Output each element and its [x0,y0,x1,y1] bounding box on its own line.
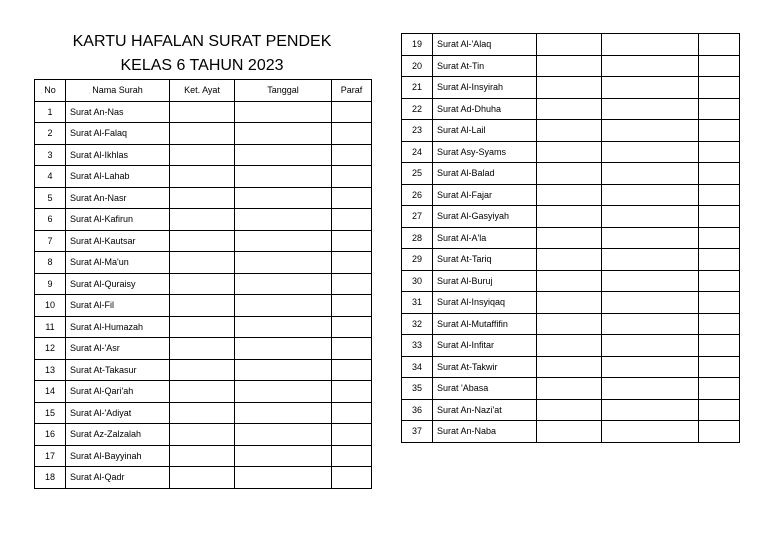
verse-note-cell [537,141,602,163]
surah-name: Surat Al-'Adiyat [66,402,170,424]
table-row [402,313,740,335]
surah-name: Surat An-Naba [433,421,537,443]
row-number: 33 [402,335,433,357]
verse-note-cell [537,249,602,271]
row-number: 37 [402,421,433,443]
date-cell [602,120,699,142]
row-number: 30 [402,270,433,292]
verse-note-cell [537,34,602,56]
signature-cell [332,467,372,489]
surah-name: Surat Asy-Syams [433,141,537,163]
table-row [35,316,372,338]
table-row [35,424,372,446]
row-number: 1 [35,101,66,123]
row-number: 6 [35,209,66,231]
row-number: 16 [35,424,66,446]
table-row [402,292,740,314]
row-number: 10 [35,295,66,317]
table-row [35,295,372,317]
signature-cell [699,313,740,335]
table-row [35,123,372,145]
surah-name: Surat Al-'Asr [66,338,170,360]
signature-cell [332,381,372,403]
signature-cell [332,424,372,446]
verse-note-cell [170,402,235,424]
row-number: 9 [35,273,66,295]
card-title: KARTU HAFALAN SURAT PENDEK [72,33,332,50]
row-number: 21 [402,77,433,99]
surah-name: Surat Al-Buruj [433,270,537,292]
verse-note-cell [170,166,235,188]
surah-name: Surat Az-Zalzalah [66,424,170,446]
signature-cell [332,295,372,317]
date-cell [235,295,332,317]
signature-cell [332,209,372,231]
row-number: 27 [402,206,433,228]
table-row [35,144,372,166]
signature-cell [332,166,372,188]
table-row [35,402,372,424]
surah-name: Surat Al-'Alaq [433,34,537,56]
date-cell [602,34,699,56]
date-cell [235,166,332,188]
table-row [402,227,740,249]
signature-cell [699,163,740,185]
signature-cell [699,184,740,206]
table-row [402,356,740,378]
table-row [402,249,740,271]
surah-name: Surat Al-Falaq [66,123,170,145]
signature-cell [699,421,740,443]
signature-cell [332,101,372,123]
surah-name: Surat Al-Kafirun [66,209,170,231]
signature-cell [699,55,740,77]
verse-note-cell [170,359,235,381]
table-header-row [35,80,372,102]
date-cell [602,356,699,378]
surah-name: Surat Al-Insyirah [433,77,537,99]
verse-note-cell [170,187,235,209]
date-cell [602,206,699,228]
row-number: 3 [35,144,66,166]
signature-cell [699,98,740,120]
surah-name: Surat 'Abasa [433,378,537,400]
row-number: 4 [35,166,66,188]
signature-cell [332,123,372,145]
date-cell [602,335,699,357]
table-row [402,206,740,228]
verse-note-cell [170,295,235,317]
row-number: 28 [402,227,433,249]
row-number: 34 [402,356,433,378]
surah-name: Surat Al-Qadr [66,467,170,489]
verse-note-cell [537,335,602,357]
table-row [402,270,740,292]
verse-note-cell [537,227,602,249]
memorization-table-left [34,79,372,489]
date-cell [602,163,699,185]
date-cell [235,123,332,145]
signature-cell [699,249,740,271]
surah-name: Surat Al-Balad [433,163,537,185]
table-row [35,359,372,381]
row-number: 26 [402,184,433,206]
signature-cell [699,292,740,314]
date-cell [235,381,332,403]
right-table-body [402,34,740,443]
signature-cell [699,206,740,228]
table-row [402,399,740,421]
date-cell [602,292,699,314]
date-cell [235,144,332,166]
row-number: 25 [402,163,433,185]
verse-note-cell [170,123,235,145]
date-cell [602,421,699,443]
verse-note-cell [170,144,235,166]
verse-note-cell [537,356,602,378]
surah-name: Surat Al-Ikhlas [66,144,170,166]
signature-cell [332,273,372,295]
signature-cell [332,144,372,166]
table-row [35,187,372,209]
surah-name: Surat An-Nasr [66,187,170,209]
date-cell [602,98,699,120]
surah-name: Surat Al-Kautsar [66,230,170,252]
signature-cell [332,402,372,424]
signature-cell [332,316,372,338]
header-signature: Paraf [332,80,372,102]
surah-name: Surat Al-Mutaffifin [433,313,537,335]
surah-name: Surat At-Tin [433,55,537,77]
date-cell [235,359,332,381]
surah-name: Surat Al-Bayyinah [66,445,170,467]
date-cell [602,55,699,77]
row-number: 19 [402,34,433,56]
table-row [35,101,372,123]
row-number: 17 [35,445,66,467]
row-number: 29 [402,249,433,271]
memorization-table-right [401,33,740,443]
surah-name: Surat Al-Fajar [433,184,537,206]
signature-cell [699,335,740,357]
surah-name: Surat Ad-Dhuha [433,98,537,120]
date-cell [602,270,699,292]
table-row [35,445,372,467]
table-row [402,34,740,56]
verse-note-cell [537,378,602,400]
date-cell [602,399,699,421]
table-row [402,55,740,77]
table-row [35,252,372,274]
signature-cell [332,252,372,274]
signature-cell [699,141,740,163]
surah-name: Surat Al-Lail [433,120,537,142]
verse-note-cell [170,381,235,403]
table-row [402,120,740,142]
signature-cell [699,227,740,249]
signature-cell [699,77,740,99]
date-cell [602,184,699,206]
table-row [402,163,740,185]
verse-note-cell [537,399,602,421]
surah-name: Surat Al-Fil [66,295,170,317]
surah-name: Surat Al-Ma'un [66,252,170,274]
row-number: 23 [402,120,433,142]
verse-note-cell [170,338,235,360]
surah-name: Surat At-Takasur [66,359,170,381]
signature-cell [332,230,372,252]
header-verse-note: Ket. Ayat [170,80,235,102]
verse-note-cell [537,270,602,292]
date-cell [235,467,332,489]
surah-name: Surat An-Nas [66,101,170,123]
surah-name: Surat Al-Qari'ah [66,381,170,403]
row-number: 35 [402,378,433,400]
signature-cell [699,356,740,378]
class-year-subtitle: KELAS 6 TAHUN 2023 [120,57,284,74]
row-number: 22 [402,98,433,120]
signature-cell [332,359,372,381]
surah-name: Surat Al-Infitar [433,335,537,357]
signature-cell [332,187,372,209]
signature-cell [699,120,740,142]
verse-note-cell [170,316,235,338]
verse-note-cell [170,273,235,295]
verse-note-cell [537,313,602,335]
row-number: 14 [35,381,66,403]
table-row [35,338,372,360]
verse-note-cell [537,421,602,443]
table-row [402,98,740,120]
table-row [35,209,372,231]
signature-cell [699,270,740,292]
verse-note-cell [537,98,602,120]
verse-note-cell [537,163,602,185]
date-cell [602,313,699,335]
surah-name: Surat At-Takwir [433,356,537,378]
date-cell [602,249,699,271]
surah-name: Surat Al-Gasyiyah [433,206,537,228]
date-cell [602,141,699,163]
surah-name: Surat An-Nazi'at [433,399,537,421]
date-cell [235,252,332,274]
date-cell [235,187,332,209]
row-number: 11 [35,316,66,338]
row-number: 5 [35,187,66,209]
row-number: 7 [35,230,66,252]
signature-cell [699,378,740,400]
verse-note-cell [537,120,602,142]
signature-cell [332,338,372,360]
date-cell [602,77,699,99]
row-number: 20 [402,55,433,77]
table-row [35,166,372,188]
date-cell [602,378,699,400]
verse-note-cell [170,252,235,274]
surah-name: Surat Al-Insyiqaq [433,292,537,314]
date-cell [235,209,332,231]
header-no: No [35,80,66,102]
row-number: 32 [402,313,433,335]
surah-name: Surat At-Tariq [433,249,537,271]
surah-name: Surat Al-Humazah [66,316,170,338]
signature-cell [332,445,372,467]
row-number: 2 [35,123,66,145]
date-cell [235,273,332,295]
row-number: 8 [35,252,66,274]
signature-cell [699,399,740,421]
surah-name: Surat Al-A'la [433,227,537,249]
table-row [402,421,740,443]
date-cell [235,316,332,338]
row-number: 15 [35,402,66,424]
row-number: 24 [402,141,433,163]
verse-note-cell [537,77,602,99]
table-row [35,467,372,489]
signature-cell [699,34,740,56]
verse-note-cell [537,292,602,314]
date-cell [235,338,332,360]
table-row [402,184,740,206]
verse-note-cell [170,209,235,231]
table-row [402,77,740,99]
surah-name: Surat Al-Quraisy [66,273,170,295]
date-cell [235,230,332,252]
table-row [402,335,740,357]
row-number: 31 [402,292,433,314]
header-surah-name: Nama Surah [66,80,170,102]
verse-note-cell [170,445,235,467]
verse-note-cell [537,206,602,228]
table-row [402,378,740,400]
left-table-body [35,101,372,488]
table-row [35,381,372,403]
date-cell [235,402,332,424]
date-cell [602,227,699,249]
date-cell [235,424,332,446]
verse-note-cell [170,230,235,252]
row-number: 12 [35,338,66,360]
verse-note-cell [537,184,602,206]
surah-name: Surat Al-Lahab [66,166,170,188]
row-number: 36 [402,399,433,421]
header-date: Tanggal [235,80,332,102]
row-number: 13 [35,359,66,381]
verse-note-cell [537,55,602,77]
date-cell [235,101,332,123]
verse-note-cell [170,424,235,446]
table-row [402,141,740,163]
verse-note-cell [170,101,235,123]
verse-note-cell [170,467,235,489]
table-row [35,230,372,252]
row-number: 18 [35,467,66,489]
date-cell [235,445,332,467]
table-row [35,273,372,295]
